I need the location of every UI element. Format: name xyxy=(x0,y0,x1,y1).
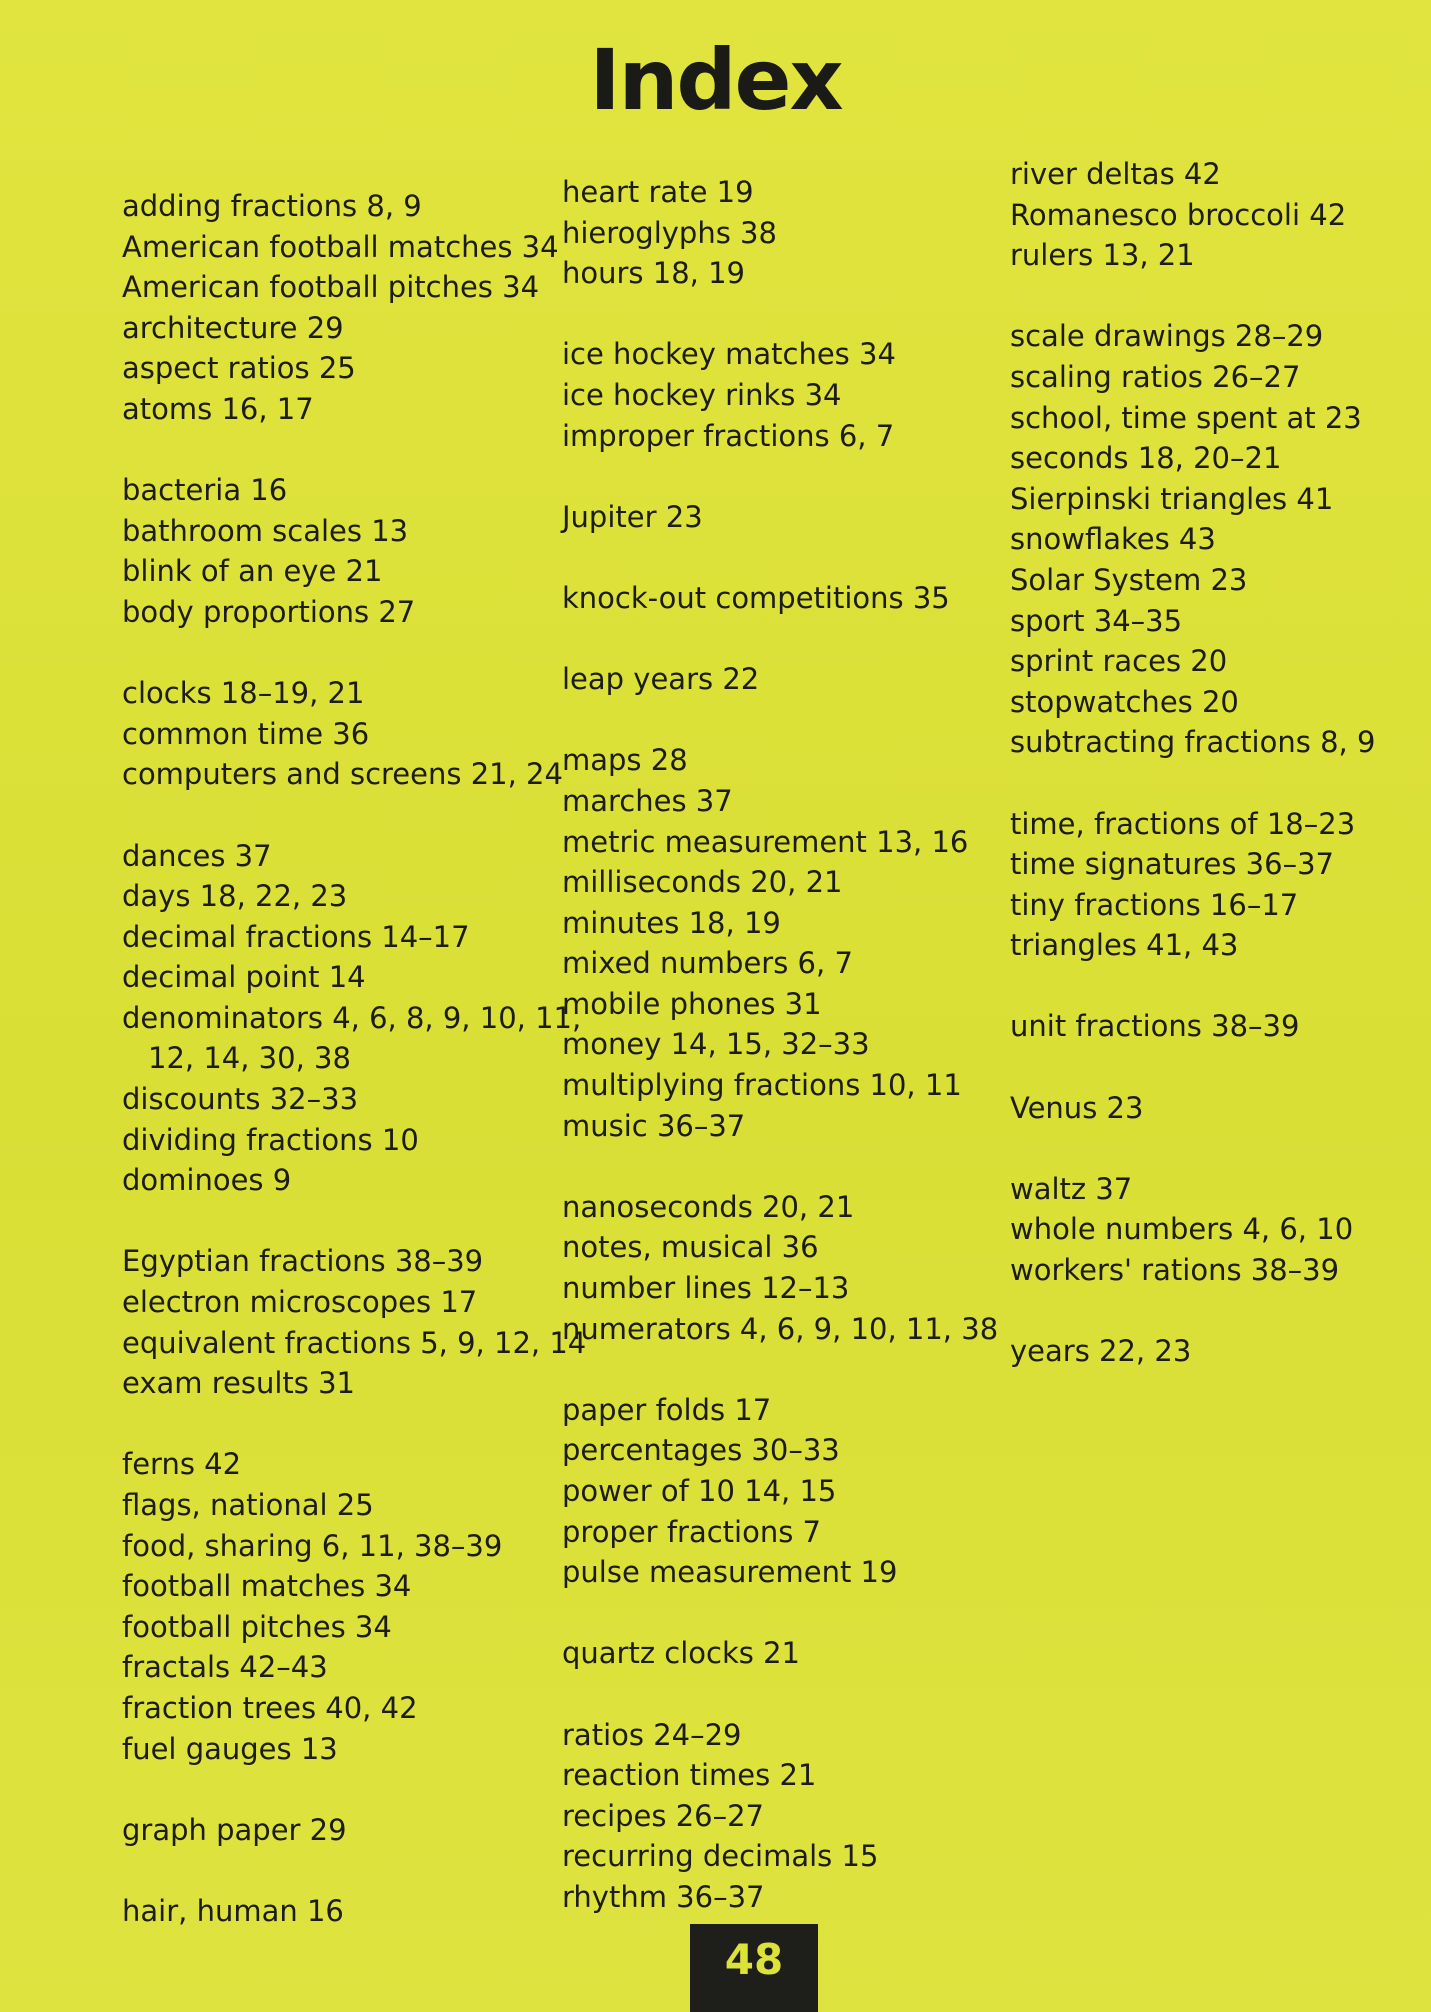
group-spacer xyxy=(1010,1291,1431,1332)
index-entry: scaling ratios 26–27 xyxy=(1010,359,1301,394)
index-entry: tiny fractions 16–17 xyxy=(1010,887,1299,922)
index-entry: number lines 12–13 xyxy=(562,1271,850,1306)
page-number: 48 xyxy=(690,1924,818,2012)
index-entry: knock-out competitions 35 xyxy=(562,580,950,615)
index-entry: football pitches 34 xyxy=(122,1609,392,1644)
index-entry: years 22, 23 xyxy=(1010,1334,1192,1369)
index-entry: waltz 37 xyxy=(1010,1171,1133,1206)
index-entry: numerators 4, 6, 9, 10, 11, 38 xyxy=(562,1311,999,1346)
group-spacer xyxy=(562,1146,1002,1187)
index-entry: quartz clocks 21 xyxy=(562,1636,801,1671)
index-entry: power of 10 14, 15 xyxy=(562,1474,837,1508)
index-entry: equivalent fractions 5, 9, 12, 14 xyxy=(122,1325,587,1360)
index-entry: paper folds 17 xyxy=(562,1392,772,1427)
index-entry: triangles 41, 43 xyxy=(1010,928,1239,963)
index-entry: days 18, 22, 23 xyxy=(122,879,348,914)
group-spacer xyxy=(562,456,1002,497)
index-entry: school, time spent at 23 xyxy=(1010,400,1362,435)
group-spacer xyxy=(122,795,562,836)
group-spacer xyxy=(562,700,1002,741)
index-entry: fraction trees 40, 42 xyxy=(122,1690,418,1725)
index-entry: nanoseconds 20, 21 xyxy=(562,1189,855,1224)
index-entry: flags, national 25 xyxy=(122,1488,374,1522)
index-column-1 xyxy=(122,186,587,1932)
page-title: Index xyxy=(589,31,842,129)
group-spacer xyxy=(1010,966,1431,1007)
index-entry: snowflakes 43 xyxy=(1010,522,1216,557)
index-entry: pulse measurement 19 xyxy=(562,1555,898,1590)
index-entry: marches 37 xyxy=(562,783,733,818)
index-entry: American football matches 34 xyxy=(122,229,559,264)
index-entry: sprint races 20 xyxy=(1010,644,1228,679)
index-entry: fractals 42–43 xyxy=(122,1650,328,1685)
group-spacer xyxy=(1010,276,1431,317)
index-entry: ice hockey matches 34 xyxy=(562,337,896,372)
index-entry: minutes 18, 19 xyxy=(562,905,781,940)
index-entry: recipes 26–27 xyxy=(562,1798,765,1833)
index-entry: heart rate 19 xyxy=(562,175,754,209)
index-entry: river deltas 42 xyxy=(1010,157,1221,191)
index-entry: hours 18, 19 xyxy=(562,256,745,291)
index-entry: dances 37 xyxy=(122,838,272,873)
group-spacer xyxy=(122,1850,562,1891)
index-entry: ice hockey rinks 34 xyxy=(562,377,842,412)
index-entry: mixed numbers 6, 7 xyxy=(562,946,853,981)
index-entry: Egyptian fractions 38–39 xyxy=(122,1244,484,1279)
index-entry: hieroglyphs 38 xyxy=(562,215,777,250)
index-entry: workers' rations 38–39 xyxy=(1010,1253,1340,1288)
index-entry: unit fractions 38–39 xyxy=(1010,1009,1300,1044)
index-entry: atoms 16, 17 xyxy=(122,391,314,426)
group-spacer xyxy=(122,633,562,674)
group-spacer xyxy=(562,294,1002,335)
group-spacer xyxy=(122,1404,562,1445)
index-entry: rhythm 36–37 xyxy=(562,1879,765,1914)
group-spacer xyxy=(122,1769,562,1810)
index-entry: leap years 22 xyxy=(562,662,760,697)
index-entry: decimal fractions 14–17 xyxy=(122,919,470,954)
index-entry: architecture 29 xyxy=(122,310,344,345)
index-entry: football matches 34 xyxy=(122,1569,412,1604)
index-entry: aspect ratios 25 xyxy=(122,351,356,386)
index-entry: decimal point 14 xyxy=(122,960,366,995)
index-entry: Solar System 23 xyxy=(1010,562,1248,597)
group-spacer xyxy=(1010,763,1431,804)
index-entry: recurring decimals 15 xyxy=(562,1839,879,1874)
index-entry: music 36–37 xyxy=(562,1108,746,1143)
index-entry: percentages 30–33 xyxy=(562,1433,840,1468)
index-entry: seconds 18, 20–21 xyxy=(1010,441,1282,476)
index-entry: subtracting fractions 8, 9 xyxy=(1010,725,1376,760)
group-spacer xyxy=(562,1593,1002,1634)
index-entry: ferns 42 xyxy=(122,1447,242,1482)
index-entry: whole numbers 4, 6, 10 xyxy=(1010,1212,1354,1247)
index-entry: adding fractions 8, 9 xyxy=(122,189,422,223)
index-entry: exam results 31 xyxy=(122,1366,356,1401)
index-entry: dividing fractions 10 xyxy=(122,1122,419,1157)
index-column-2 xyxy=(562,172,1002,1918)
index-entry: improper fractions 6, 7 xyxy=(562,418,895,453)
index-entry: Jupiter 23 xyxy=(562,499,703,534)
index-entry: graph paper 29 xyxy=(122,1812,347,1847)
index-entry: scale drawings 28–29 xyxy=(1010,319,1324,354)
index-entry: Venus 23 xyxy=(1010,1090,1144,1125)
index-entry: hair, human 16 xyxy=(122,1893,344,1928)
index-entry: fuel gauges 13 xyxy=(122,1731,338,1766)
index-entry: common time 36 xyxy=(122,716,370,751)
index-entry: body proportions 27 xyxy=(122,594,416,629)
index-entry: multiplying fractions 10, 11 xyxy=(562,1068,962,1103)
index-entry: sport 34–35 xyxy=(1010,603,1183,638)
index-entry: maps 28 xyxy=(562,743,688,778)
index-entry: milliseconds 20, 21 xyxy=(562,865,843,900)
index-entry: 12, 14, 30, 38 xyxy=(148,1041,351,1076)
index-entry: metric measurement 13, 16 xyxy=(562,824,969,859)
index-entry: clocks 18–19, 21 xyxy=(122,676,365,711)
index-entry: stopwatches 20 xyxy=(1010,684,1239,719)
group-spacer xyxy=(122,1201,562,1242)
group-spacer xyxy=(562,619,1002,660)
group-spacer xyxy=(1010,1047,1431,1088)
index-entry: bathroom scales 13 xyxy=(122,513,409,548)
index-entry: notes, musical 36 xyxy=(562,1230,819,1265)
group-spacer xyxy=(562,1349,1002,1390)
index-entry: time signatures 36–37 xyxy=(1010,847,1334,882)
index-entry: denominators 4, 6, 8, 9, 10, 11, xyxy=(122,1000,582,1035)
index-entry: time, fractions of 18–23 xyxy=(1010,806,1356,841)
index-entry: Sierpinski triangles 41 xyxy=(1010,481,1334,516)
index-entry: food, sharing 6, 11, 38–39 xyxy=(122,1528,503,1563)
index-entry: electron microscopes 17 xyxy=(122,1285,478,1320)
index-entry: ratios 24–29 xyxy=(562,1717,742,1752)
group-spacer xyxy=(122,430,562,471)
index-entry: dominoes 9 xyxy=(122,1163,292,1198)
index-entry: proper fractions 7 xyxy=(562,1514,822,1549)
group-spacer xyxy=(1010,1128,1431,1169)
group-spacer xyxy=(562,537,1002,578)
group-spacer xyxy=(562,1674,1002,1715)
index-entry: discounts 32–33 xyxy=(122,1082,359,1117)
index-entry: mobile phones 31 xyxy=(562,986,822,1021)
index-entry: Romanesco broccoli 42 xyxy=(1010,197,1347,232)
index-column-3 xyxy=(1010,154,1431,1372)
index-entry: American football pitches 34 xyxy=(122,270,540,305)
index-entry: bacteria 16 xyxy=(122,473,288,508)
index-entry: reaction times 21 xyxy=(562,1758,817,1793)
index-entry: computers and screens 21, 24 xyxy=(122,757,563,792)
index-entry: blink of an eye 21 xyxy=(122,554,383,589)
index-entry: money 14, 15, 32–33 xyxy=(562,1027,870,1062)
index-entry: rulers 13, 21 xyxy=(1010,238,1195,273)
